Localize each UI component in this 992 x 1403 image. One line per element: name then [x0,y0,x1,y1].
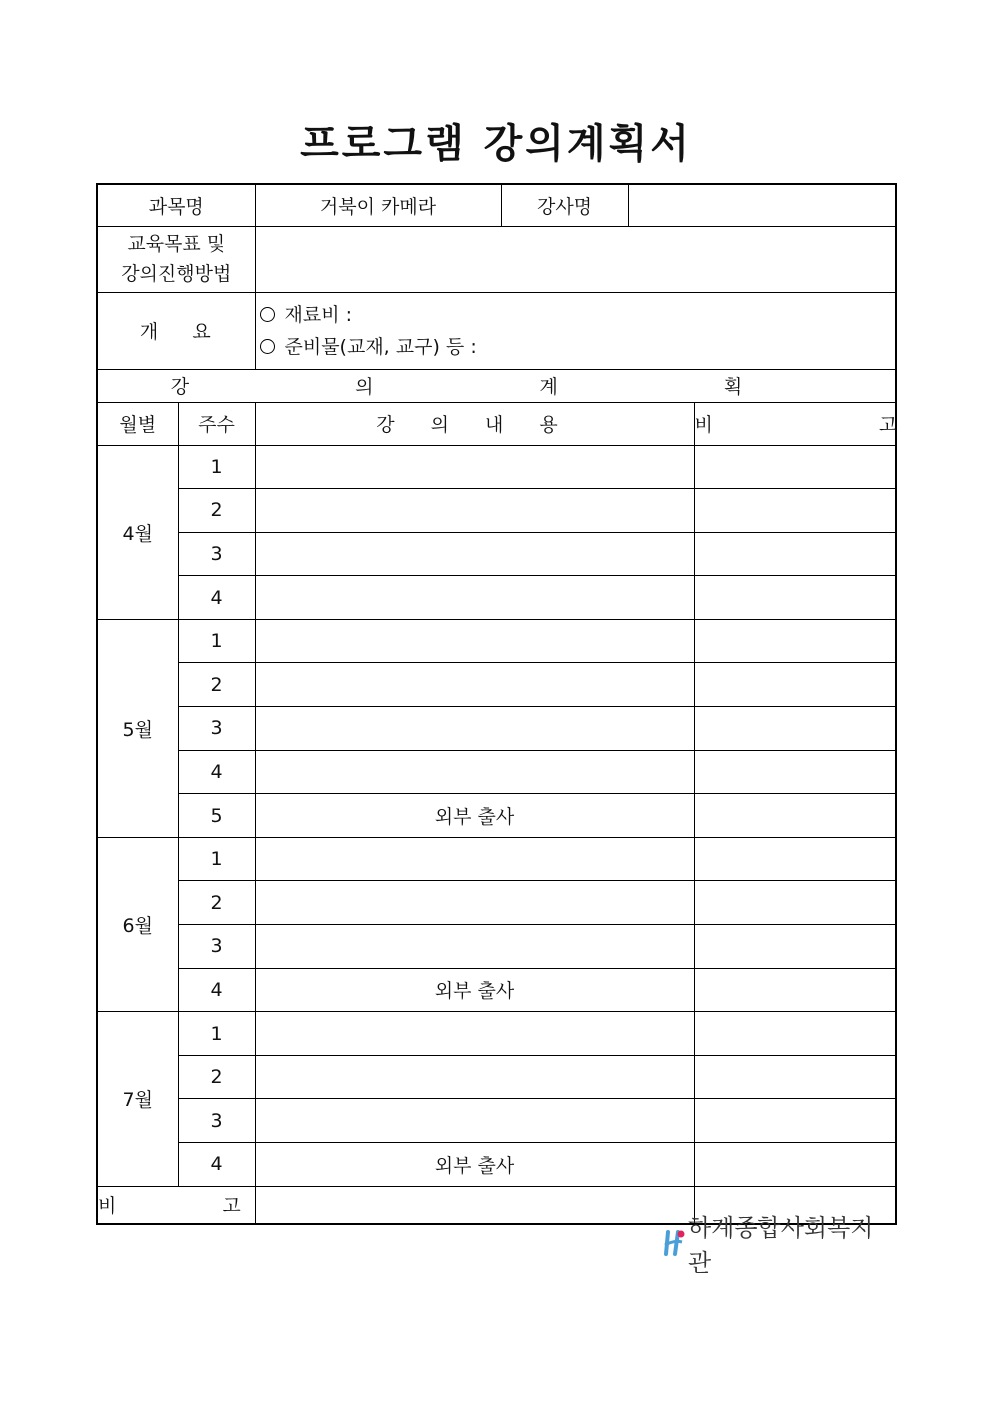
page-title: 프로그램 강의계획서 [300,121,692,167]
plan-section-title-text: 강 의 계 획 [170,376,823,398]
circle-bullet-icon [260,339,275,354]
lecture-content-cell[interactable] [255,837,694,881]
supplies-label: 준비물(교재, 교구) 등 : [284,335,477,358]
week-row [97,663,896,707]
overview-value[interactable] [255,292,896,369]
overview-label [97,292,255,369]
note-cell[interactable] [694,1012,896,1056]
lecture-content-cell[interactable]: 외부 출사 [255,794,694,838]
lecture-content-cell[interactable] [255,445,694,489]
note-cell[interactable] [694,750,896,794]
logo-mark-icon [662,1228,688,1258]
week-number: 4 [178,1143,255,1187]
week-number: 3 [178,532,255,576]
lecture-content-cell[interactable] [255,1055,694,1099]
note-cell[interactable] [694,1055,896,1099]
week-row [97,576,896,620]
week-row [97,1055,896,1099]
remarks-value[interactable] [255,1186,694,1224]
week-row [97,1099,896,1143]
week-row [97,619,896,663]
note-cell[interactable] [694,489,896,533]
note-cell[interactable] [694,1143,896,1187]
lecture-content-cell[interactable] [255,663,694,707]
lecture-content-cell[interactable] [255,576,694,620]
col-week-header: 주수 [178,402,255,445]
instructor-value[interactable] [628,184,896,226]
lecture-content-cell[interactable] [255,1012,694,1056]
note-cell[interactable] [694,925,896,969]
week-number: 2 [178,489,255,533]
remarks-label [97,1186,291,1224]
week-row [97,925,896,969]
week-number: 3 [178,1099,255,1143]
note-cell[interactable] [694,794,896,838]
material-cost-item [256,299,896,331]
col-month-header: 월별 [97,402,178,445]
week-row [97,445,896,489]
lecture-content-cell[interactable] [255,1099,694,1143]
week-number: 4 [178,750,255,794]
note-cell[interactable] [694,445,896,489]
col-content-header-text: 강 의 내 용 [376,414,573,436]
month-cell: 7월 [97,1012,178,1186]
lecture-content-cell[interactable] [255,881,694,925]
note-cell[interactable] [694,576,896,620]
week-number: 2 [178,1055,255,1099]
note-cell[interactable] [694,968,896,1012]
week-row [97,750,896,794]
week-number: 1 [178,619,255,663]
logo-text: 하계종합사회복지관 [688,1214,874,1277]
lecture-content-cell[interactable] [255,707,694,751]
subject-value[interactable]: 거북이 카메라 [255,184,501,226]
note-cell[interactable] [694,1099,896,1143]
week-number: 2 [178,881,255,925]
week-number: 1 [178,1012,255,1056]
week-number: 4 [178,968,255,1012]
institution-logo [662,1214,894,1277]
lecture-content-cell[interactable] [255,750,694,794]
week-row [97,968,896,1012]
week-number: 2 [178,663,255,707]
week-row [97,837,896,881]
goals-label [97,226,255,292]
col-content-header [255,402,694,445]
remarks-label-text: 비 고 [98,1195,291,1218]
week-row [97,489,896,533]
goals-label-line2: 강의진행방법 [121,263,232,285]
plan-section-title [97,369,896,402]
week-row [97,881,896,925]
note-cell[interactable] [694,532,896,576]
col-note-header [694,402,978,445]
month-cell: 6월 [97,837,178,1011]
circle-bullet-icon [260,307,275,322]
week-number: 4 [178,576,255,620]
week-number: 5 [178,794,255,838]
lecture-content-cell[interactable] [255,925,694,969]
note-cell[interactable] [694,837,896,881]
lecture-content-cell[interactable] [255,532,694,576]
week-row [97,707,896,751]
lecture-content-cell[interactable] [255,489,694,533]
col-note-header-text: 비 고 [694,414,978,436]
week-row [97,794,896,838]
week-number: 3 [178,925,255,969]
material-cost-label: 재료비 : [284,303,353,326]
week-row [97,532,896,576]
note-cell[interactable] [694,707,896,751]
note-cell[interactable] [694,663,896,707]
lecture-plan-table [96,183,978,1225]
subject-label: 과목명 [97,184,255,226]
instructor-label: 강사명 [501,184,628,226]
note-cell[interactable] [694,881,896,925]
week-number: 1 [178,837,255,881]
lecture-content-cell[interactable]: 외부 출사 [255,968,694,1012]
month-cell: 4월 [97,445,178,619]
week-row [97,1143,896,1187]
lecture-content-cell[interactable] [255,619,694,663]
goals-label-line1: 교육목표 및 [127,233,226,255]
note-cell[interactable] [694,619,896,663]
week-number: 1 [178,445,255,489]
week-number: 3 [178,707,255,751]
goals-value[interactable] [255,226,896,292]
week-row [97,1012,896,1056]
supplies-item [256,331,896,363]
month-cell: 5월 [97,619,178,837]
overview-label-text: 개 요 [139,321,213,343]
lecture-content-cell[interactable]: 외부 출사 [255,1143,694,1187]
